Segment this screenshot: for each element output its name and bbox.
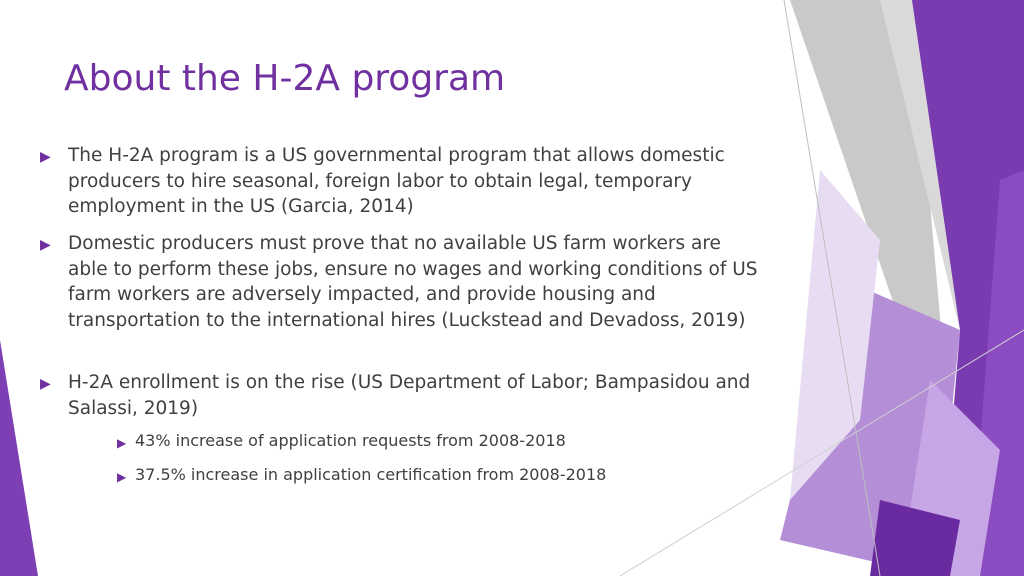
triangle-right-icon: ▶ (40, 149, 51, 165)
sub-bullet-item (117, 464, 757, 486)
page-title: About the H-2A program (64, 58, 506, 99)
triangle-right-icon: ▶ (40, 376, 51, 392)
bullet-text: Domestic producers must prove that no available US farm workers are able to perform these jobs, ensure no wages and working conditions of US farm workers are adversely impacted, and provide housing and transportation to the international hires (Luckstead and Devadoss, 2019) (68, 233, 758, 331)
sub-bullet-text: 37.5% increase in application certification from 2008-2018 (135, 465, 607, 484)
sub-bullet-text: 43% increase of application requests from 2008-2018 (135, 431, 566, 450)
bullet-item (40, 370, 760, 421)
triangle-right-icon: ▶ (117, 470, 127, 484)
bullet-text: The H-2A program is a US governmental program that allows domestic producers to hire seasonal, foreign labor to obtain legal, temporary employment in the US (Garcia, 2014) (68, 145, 725, 218)
triangle-right-icon: ▶ (117, 436, 127, 450)
bullet-item (40, 231, 760, 333)
triangle-right-icon: ▶ (40, 237, 51, 253)
sub-bullet-item (117, 430, 757, 452)
left-edge-shape (0, 340, 38, 576)
bullet-text: H-2A enrollment is on the rise (US Department of Labor; Bampasidou and Salassi, 2019) (68, 372, 751, 419)
bullet-item (40, 143, 760, 220)
